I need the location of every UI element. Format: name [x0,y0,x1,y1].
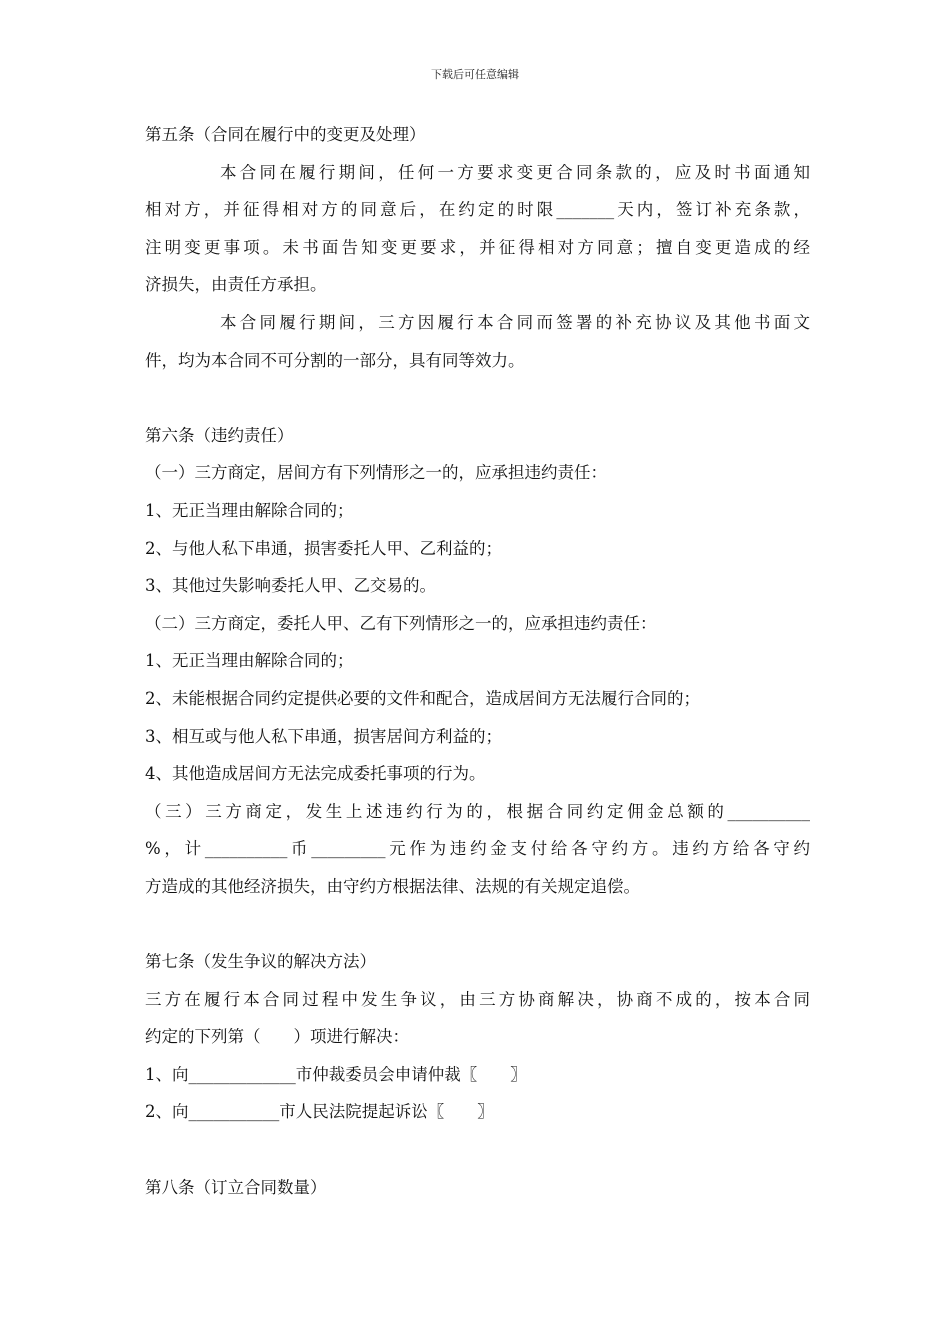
article-8-title: 第八条（订立合同数量） [145,1177,327,1197]
article-6-section-2-item: 3、相互或与他人私下串通，损害居间方利益的； [145,726,502,746]
article-7-option-litigation: 2、向___________市人民法院提起诉讼〖 〗 [145,1102,494,1122]
article-6-section-1-item: 1、无正当理由解除合同的； [145,500,354,520]
section-gap [145,1131,810,1169]
article-5-paragraph-1-line: 本合同在履行期间，任何一方要求变更合同条款的，应及时书面通知 [220,162,810,182]
contract-page [145,116,810,1206]
article-6-section-2-item: 4、其他造成居间方无法完成委托事项的行为。 [145,764,486,784]
article-7-option-arbitration: 1、向_____________市仲裁委员会申请仲裁〖 〗 [145,1064,527,1084]
article-6-section-2-item: 1、无正当理由解除合同的； [145,651,354,671]
article-5-paragraph-2-line: 本合同履行期间，三方因履行本合同而签署的补充协议及其他书面文 [220,312,810,332]
article-5-paragraph-1-line: 济损失，由责任方承担。 [145,275,327,295]
article-6-section-1-heading: （一）三方商定，居间方有下列情形之一的，应承担违约责任： [145,463,607,483]
section-gap [145,905,810,943]
article-6-section-1-item: 2、与他人私下串通，损害委托人甲、乙利益的； [145,538,502,558]
article-6-section-2-heading: （二）三方商定，委托人甲、乙有下列情形之一的，应承担违约责任： [145,613,657,633]
article-7-intro-line: 三方在履行本合同过程中发生争议，由三方协商解决，协商不成的，按本合同 [145,989,810,1009]
article-5-paragraph-1-line: 相对方，并征得相对方的同意后，在约定的时限_______天内，签订补充条款， [145,200,810,220]
article-7-intro-line: 约定的下列第（ ）项进行解决： [145,1027,409,1047]
article-6-section-1-item: 3、其他过失影响委托人甲、乙交易的。 [145,576,436,596]
article-5-paragraph-2-line: 件，均为本合同不可分割的一部分，具有同等效力。 [145,350,525,370]
section-gap [145,379,810,417]
article-5-title: 第五条（合同在履行中的变更及处理） [145,125,426,144]
article-7-title: 第七条（发生争议的解决方法） [145,952,376,972]
article-6-title: 第六条（违约责任） [145,425,294,445]
article-6-section-3-line: （三）三方商定，发生上述违约行为的，根据合同约定佣金总额的__________ [145,801,810,821]
article-6-section-3-line: 方造成的其他经济损失，由守约方根据法律、法规的有关规定追偿。 [145,876,640,896]
article-6-section-2-item: 2、未能根据合同约定提供必要的文件和配合，造成居间方无法履行合同的； [145,688,700,708]
page-header-note: 下载后可任意编辑 [431,68,519,81]
article-5-paragraph-1-line: 注明变更事项。未书面告知变更要求，并征得相对方同意；擅自变更造成的经 [145,237,810,257]
article-6-section-3-line: %，计__________币_________元作为违约金支付给各守约方。违约方给各守约 [145,839,810,859]
